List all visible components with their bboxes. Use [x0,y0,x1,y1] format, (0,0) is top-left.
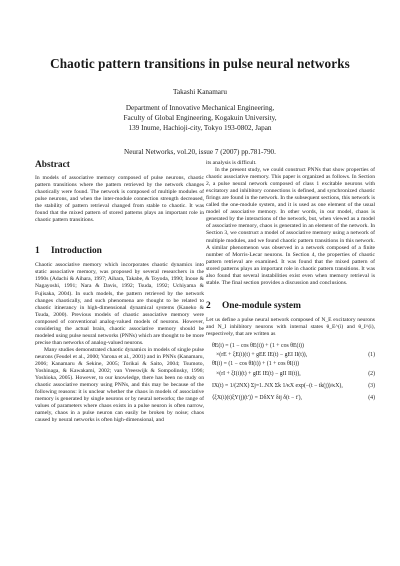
equation-number: (3) [368,382,375,389]
equation-line [206,382,375,391]
affiliation-line: Department of Innovative Mechanical Engineering, [125,104,275,112]
left-column [35,160,204,424]
equation-text: IX(t) = 1/(2NX) Σj=1..NX Σk 1/κX exp(−(t − tk(j))/κX), [212,382,343,389]
equation-block [206,342,375,403]
equation-line [206,360,375,369]
body-paragraph: In the present study, we could construct PNNs that show properties of chaotic associative memory. This paper is organized as follows. In Section 2, a pulse neural network composed of class 1 excitable neurons with excitatory and inhibitory connections is defined, and synchronized chaotic firings are found in the network. In the subsequent sections, this network is called the one-module system, and it is used as one element of the usual model of associative memory. In other words, in our model, chaos is generated by the interactions of the network, but, when viewed as a model of associative memory, chaos is generated in an element of the network. In Section 3, we construct a model of associative memory using a network of multiple modules, and we found chaotic pattern transitions in this network. A similar phenomenon was observed in a network composed of a finite number of Morris-Lecar neurons. In Section 4, the properties of chaotic pattern retrieval are examined. It was found that the mixed pattern of stored patterns plays an important role in chaotic pattern transitions. It was also found that several instabilities exist even when memory retrieval is stable. The final section provides a discussion and conclusions. [206,167,375,286]
affiliation-line: Faculty of Global Engineering, Kogakuin University, [123,113,277,122]
equation-number: (4) [368,395,375,401]
equation-line [206,370,375,379]
equation-number: (1) [368,352,375,359]
journal-reference: Neural Networks, vol.20, issue 7 (2007) pp.781-790. [124,148,276,156]
right-column [206,160,375,405]
intro-paragraph: Many studies demonstrated chaotic dynamics in models of single pulse neurons (Feudel et al., 2000; Varona et al., 2001) and in PNNs (Kanamaru, 2006; Kanamaru & Sekine, 2005; Torikai & Saito, 2004; Tsumoto, Yoshinaga, & Kawakami, 2002; van Vreeswijk & Sompolinsky, 1996; Yoshioka, 2005). However, to our knowledge, there has been no study on chaotic associative memory using PNNs, and this may be because of the following reasons: it is unclear whether the chaos in models of associative memory is generated by single neurons or by neural networks; the range of values of parameters where chaos exists in a pulse neuron is often narrow, namely, chaos in a pulse neuron can easily be broken by noise; chaos caused by neural networks is often high-dimensional, and [35,346,204,424]
section-number: 2 [206,300,211,311]
author-name: Takashi Kanamaru [173,88,227,96]
equation-line [206,342,375,351]
paper-title: Chaotic pattern transitions in pulse neural networks [50,56,350,71]
equation-text: θ̇I(i) = (1 − cos θI(i)) + (1 + cos θI(i)) [212,361,300,368]
equation-text: ×(rE + ξE(i)(t) + gEE IE(t) − gEI II(t)), [216,352,308,359]
intro-paragraph: Chaotic associative memory which incorporates chaotic dynamics into static associative memory, was proposed by several researchers in the 1990s (Adachi & Aihara, 1997; Aihara, Takabe, & Toyoda, 1990; Inoue & Nagayoshi, 1991; Nara & Davis, 1992; Tsuda, 1992; Uchiyama & Fujisaka, 2004). In such models, the pattern retrieved by the network changes chaotically, and such phenomena are thought to be related to chaotic itinerancy in high-dimensional dynamical systems (Kaneko & Tsuda, 2000). Previous models of chaotic associative memory were composed of conventional analog-valued models of neurons. However, considering the actual brain, chaotic associative memory should be modeled using pulse neural networks (PNNs) which are thought to be more precise than networks of analog-valued neurons. [35,262,204,346]
section-heading-one-module [206,301,375,312]
equation-line [206,351,375,360]
equation-text: θ̇E(i) = (1 − cos θE(i)) + (1 + cos θE(i)) [212,342,304,349]
equation-line [206,394,375,403]
affiliation [0,104,400,133]
section-title: One-module system [222,300,301,311]
abstract-text: In models of associative memory composed of pulse neurons, chaotic pattern transitions where the pattern retrieved by the network changes chaotically were found. The network is composed of multiple modules of pulse neurons, and when the inter-module connection strength decreased, the stability of pattern retrieval changed from stable to chaotic. It was found that the mixed pattern of stored patterns plays an important role in chaotic pattern transitions. [35,175,204,224]
section-number: 1 [35,246,40,257]
abstract-heading: Abstract [35,160,70,170]
equation-text: ⟨ξX(i)(t)ξY(j)(t′)⟩ = DδXY δij δ(t − t′), [212,395,303,401]
equation-text: ×(rI + ξI(i)(t) + gIE IE(t) − gII II(t)), [216,370,301,377]
body-paragraph: Let us define a pulse neural network composed of N_E excitatory neurons and N_I inhibitory neurons with internal states θ_E^(i) and θ_I^(i), respectively, that are written as [206,316,375,337]
section-heading-introduction [35,246,204,257]
equation-number: (2) [368,370,375,377]
continued-text: its analysis is difficult. [206,160,257,166]
section-title: Introduction [51,246,102,257]
affiliation-line: 139 Inume, Hachioji-city, Tokyo 193-0802, Japan [128,123,272,132]
